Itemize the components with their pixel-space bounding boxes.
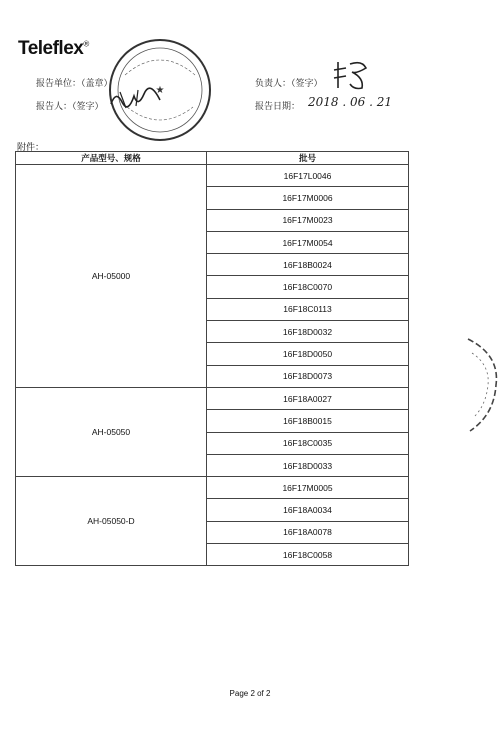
column-header-lot: 批号	[207, 152, 409, 165]
table-header-row	[16, 152, 409, 165]
lot-cell: 16F17M0006	[207, 187, 409, 209]
lot-cell: 16F18A0027	[207, 387, 409, 409]
lot-cell: 16F18C0035	[207, 432, 409, 454]
attachment-label: 附件：	[17, 143, 45, 153]
lot-cell: 16F18A0078	[207, 521, 409, 543]
report-date-label: 报告日期：	[255, 102, 301, 112]
table-row	[16, 477, 409, 499]
model-cell: AH-05000	[16, 165, 207, 388]
lot-cell: 16F17M0054	[207, 231, 409, 253]
responsible-signature	[332, 58, 370, 92]
responsible-person-label: 负责人：（签字）	[255, 79, 323, 89]
lot-cell: 16F18D0050	[207, 343, 409, 365]
column-header-model: 产品型号、规格	[16, 152, 207, 165]
logo-registered-mark: ®	[83, 39, 89, 49]
lot-cell: 16F18C0058	[207, 544, 409, 566]
svg-text:★: ★	[155, 85, 165, 96]
reporter-label: 报告人：（签字）	[36, 102, 104, 112]
lot-cell: 16F18D0033	[207, 454, 409, 476]
model-cell: AH-05050-D	[16, 477, 207, 566]
company-logo	[18, 38, 89, 60]
lot-cell: 16F18D0073	[207, 365, 409, 387]
report-date-value: 2018 . 06 . 21	[308, 95, 392, 109]
table-row	[16, 165, 409, 187]
lot-cell: 16F18B0015	[207, 410, 409, 432]
lot-cell: 16F17M0005	[207, 477, 409, 499]
reporter-signature	[108, 86, 163, 112]
table-row	[16, 387, 409, 409]
page-number-footer: Page 2 of 2	[229, 689, 271, 698]
partial-seal-stamp	[466, 335, 500, 435]
product-lot-table	[15, 151, 409, 566]
lot-cell: 16F18C0070	[207, 276, 409, 298]
lot-cell: 16F17M0023	[207, 209, 409, 231]
lot-cell: 16F18C0113	[207, 298, 409, 320]
lot-cell: 16F18D0032	[207, 321, 409, 343]
lot-cell: 16F17L0046	[207, 165, 409, 187]
logo-text: Teleflex	[18, 38, 84, 59]
lot-cell: 16F18A0034	[207, 499, 409, 521]
lot-cell: 16F18B0024	[207, 254, 409, 276]
report-unit-label: 报告单位：（盖章）	[36, 79, 113, 89]
model-cell: AH-05050	[16, 387, 207, 476]
